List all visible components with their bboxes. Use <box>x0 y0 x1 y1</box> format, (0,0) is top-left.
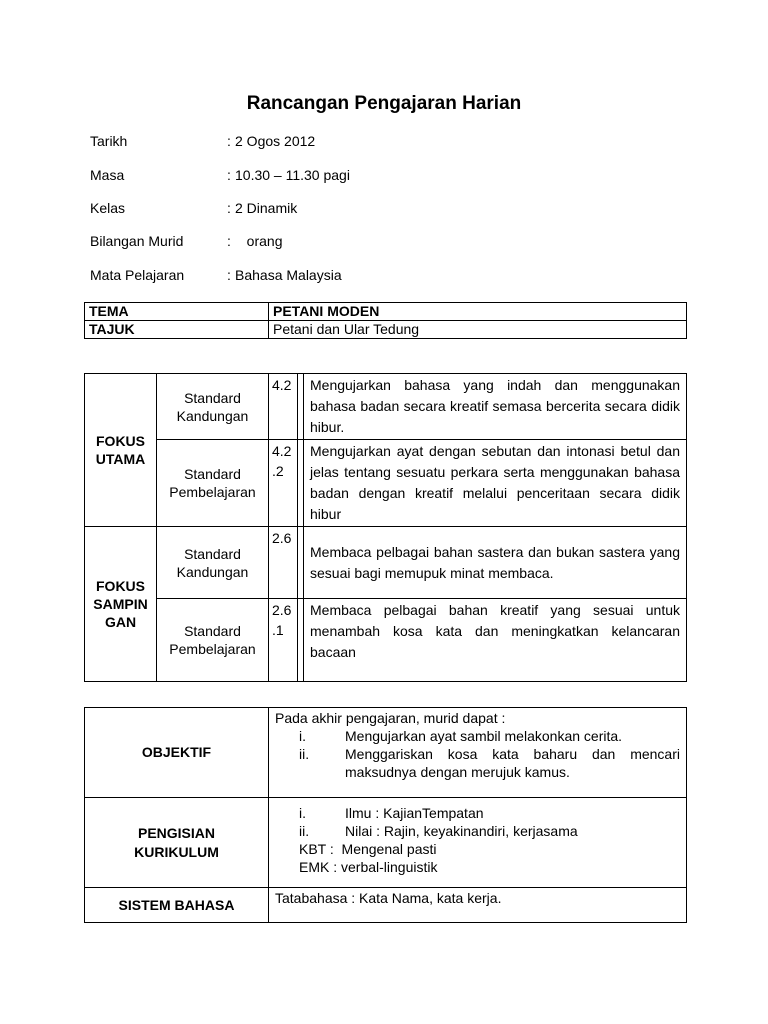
info-separator: : <box>227 200 231 216</box>
standard-description: Mengujarkan bahasa yang indah dan menggunakan bahasa badan secara kreatif semasa bercerita secara didik hibur. <box>304 374 687 440</box>
objektif-content <box>269 708 687 798</box>
standard-number <box>269 599 298 682</box>
standard-number: 2.6 <box>269 527 298 599</box>
kbt-line: KBT : Mengenal pasti <box>299 841 437 857</box>
number-line: 2.6 <box>272 602 292 618</box>
table-row <box>85 321 687 339</box>
list-number: ii. <box>299 746 310 762</box>
list-text: Mengujarkan ayat sambil melakonkan cerita. <box>345 728 623 744</box>
standard-description: Membaca pelbagai bahan kreatif yang sesuai untuk menambah kosa kata dan meningkatkan kelancaran bacaan <box>304 599 687 682</box>
info-label: Tarikh <box>90 133 128 149</box>
table-row <box>85 708 687 798</box>
list-number: ii. <box>299 823 310 839</box>
pengisian-kurikulum-label <box>85 798 269 888</box>
tema-value: PETANI MODEN <box>269 303 687 321</box>
tajuk-label: TAJUK <box>85 321 269 339</box>
list-text: Ilmu : KajianTempatan <box>345 805 484 821</box>
number-line: .2 <box>272 463 284 479</box>
label-line: Pembelajaran <box>169 641 256 657</box>
label-line: UTAMA <box>95 451 146 467</box>
objective-table <box>84 707 687 923</box>
label-line: SAMPIN <box>93 596 148 612</box>
info-label: Mata Pelajaran <box>90 267 185 283</box>
label-line: GAN <box>104 614 137 630</box>
info-value: orang <box>235 233 283 249</box>
info-value: Bahasa Malaysia <box>235 267 342 283</box>
label-line: KURIKULUM <box>134 843 219 860</box>
fokus-utama-label <box>85 374 157 527</box>
list-number: i. <box>299 805 306 821</box>
table-row <box>85 440 687 527</box>
sistem-bahasa-content: Tatabahasa : Kata Nama, kata kerja. <box>269 888 687 923</box>
info-label: Kelas <box>90 200 126 216</box>
label-line: Standard <box>184 623 241 639</box>
table-row <box>85 888 687 923</box>
label-line: Kandungan <box>176 563 249 580</box>
table-row <box>85 599 687 682</box>
list-text: Nilai : Rajin, keyakinandiri, kerjasama <box>345 823 578 839</box>
objektif-intro: Pada akhir pengajaran, murid dapat : <box>275 710 506 726</box>
standard-kandungan-label <box>157 374 269 440</box>
objektif-label: OBJEKTIF <box>85 708 269 798</box>
standard-pembelajaran-label <box>157 599 269 682</box>
standard-description: Mengujarkan ayat dengan sebutan dan intonasi betul dan jelas tentang sesuatu perkara serta menggunakan bahasa badan dengan kreatif melalui penceritaan secara didik hibur <box>304 440 687 527</box>
table-row <box>85 374 687 440</box>
info-label: Masa <box>90 167 125 183</box>
info-value: 2 Dinamik <box>235 200 298 216</box>
table-row <box>85 527 687 599</box>
standard-number: 4.2 <box>269 374 298 440</box>
label-line: Kandungan <box>176 407 249 424</box>
standard-number <box>269 440 298 527</box>
label-line: Standard <box>184 389 241 406</box>
fokus-sampingan-label <box>85 527 157 682</box>
label-line: Pembelajaran <box>169 484 256 500</box>
label-line: Standard <box>184 466 241 482</box>
list-item <box>275 727 680 745</box>
list-number: i. <box>299 728 306 744</box>
tema-label: TEMA <box>85 303 269 321</box>
info-separator: : <box>227 267 231 283</box>
info-separator: : <box>227 133 231 149</box>
info-label: Bilangan Murid <box>90 233 184 249</box>
emk-line: EMK : verbal-linguistik <box>299 859 438 875</box>
number-line: .1 <box>272 622 284 638</box>
list-item <box>275 745 680 781</box>
list-item <box>275 804 680 822</box>
theme-table <box>84 302 687 339</box>
label-line: FOKUS <box>96 433 145 449</box>
page-title: Rancangan Pengajaran Harian <box>246 93 522 114</box>
info-value: 2 Ogos 2012 <box>235 133 316 149</box>
list-item <box>275 822 680 840</box>
number-line: 4.2 <box>272 443 292 459</box>
list-text: Menggariskan kosa kata baharu dan mencari maksudnya dengan merujuk kamus. <box>345 746 680 780</box>
info-separator: : <box>227 167 231 183</box>
label-line: FOKUS <box>96 578 145 594</box>
standard-description: Membaca pelbagai bahan sastera dan bukan sastera yang sesuai bagi memupuk minat membaca. <box>304 527 687 599</box>
label-line: Standard <box>184 545 241 562</box>
sistem-bahasa-label: SISTEM BAHASA <box>85 888 269 923</box>
focus-table <box>84 373 687 682</box>
tajuk-value: Petani dan Ular Tedung <box>269 321 687 339</box>
info-separator: : <box>227 233 231 249</box>
standard-pembelajaran-label <box>157 440 269 527</box>
pengisian-content <box>269 798 687 888</box>
standard-kandungan-label <box>157 527 269 599</box>
table-row <box>85 798 687 888</box>
info-value: 10.30 – 11.30 pagi <box>235 167 350 183</box>
label-line: PENGISIAN <box>137 824 215 841</box>
table-row <box>85 303 687 321</box>
